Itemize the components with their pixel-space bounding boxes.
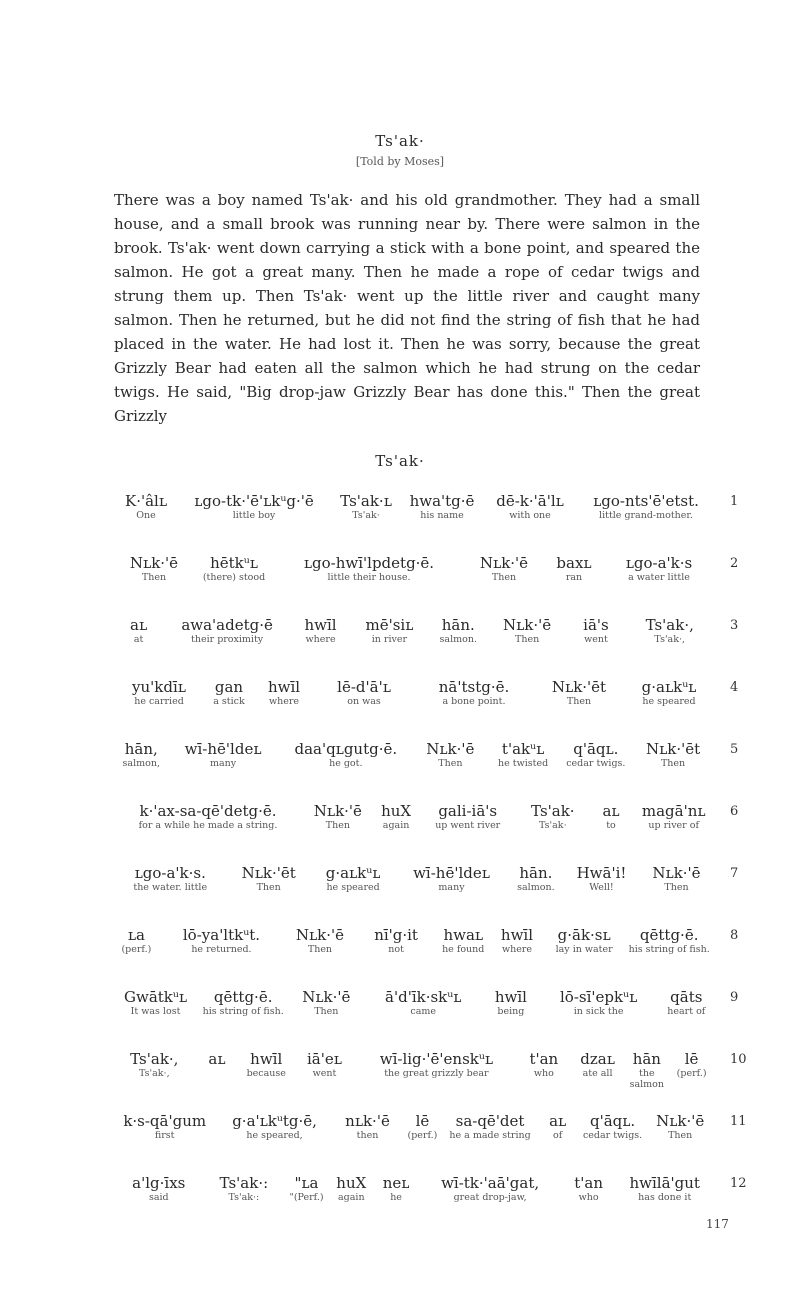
gloss-word: with one: [509, 510, 551, 521]
word-pair: [429, 616, 488, 645]
word-pair: [114, 1112, 215, 1141]
interlinear-line: [114, 1174, 714, 1230]
native-word: Nʟk·'ē: [295, 926, 345, 944]
gloss-word: (there) stood: [202, 572, 266, 583]
native-word: hwīlā'gut: [629, 1174, 700, 1192]
word-pair: [194, 554, 274, 583]
native-word: lē-d'ā'ʟ: [337, 678, 391, 696]
word-pair: [114, 1174, 204, 1203]
gloss-word: Then: [438, 758, 463, 769]
gloss-word: many: [438, 882, 465, 893]
gloss-word: said: [148, 1192, 169, 1203]
native-word: wī-tk·'aā'gat,: [441, 1174, 540, 1192]
word-pair: [564, 864, 639, 893]
native-word: qēttg·ē.: [213, 988, 273, 1006]
gloss-word: he a made string: [449, 1130, 531, 1141]
native-word: yu'kdīʟ: [132, 678, 186, 696]
gloss-word: he returned.: [191, 944, 252, 955]
native-word: Nʟk·'ēt: [646, 740, 701, 758]
interlinear-line: [114, 988, 714, 1044]
word-pair: [539, 988, 659, 1017]
native-word: g·āk·sʟ: [557, 926, 611, 944]
native-word: nʟk·'ē: [345, 1112, 390, 1130]
word-pair: [625, 616, 714, 645]
word-pair: [615, 1174, 714, 1203]
word-pair: [314, 678, 414, 707]
gloss-word: ate all: [582, 1068, 613, 1079]
word-pair: [402, 492, 482, 521]
gloss-word: his name: [420, 510, 464, 521]
word-pair: [254, 678, 314, 707]
gloss-word: salmon.: [517, 882, 555, 893]
gloss-word: for a while he made a string.: [138, 820, 278, 831]
word-pair: [633, 802, 714, 831]
gloss-word: he speared: [326, 882, 380, 893]
native-word: aʟ: [549, 1112, 567, 1130]
word-pair: [604, 554, 714, 583]
gloss-word: salmon,: [122, 758, 160, 769]
word-pair: [517, 1050, 571, 1079]
native-word: k·s-qā'gum: [123, 1112, 207, 1130]
native-word: hān.: [519, 864, 553, 882]
interlinear-line: [114, 740, 714, 796]
native-word: hān: [632, 1050, 661, 1068]
gloss-word: many: [209, 758, 237, 769]
line-number: 7: [730, 866, 739, 881]
gloss-word: cedar twigs.: [566, 758, 626, 769]
gloss-word: where: [501, 944, 532, 955]
word-pair: [330, 492, 402, 521]
gloss-word: he speared: [642, 696, 696, 707]
line-number: 2: [730, 556, 739, 571]
gloss-word: Then: [491, 572, 517, 583]
gloss-word: little boy: [232, 510, 276, 521]
native-word: ā'd'īk·skᵘʟ: [385, 988, 462, 1006]
word-pair: [571, 1050, 625, 1079]
word-pair: [414, 678, 534, 707]
gloss-word: he got.: [329, 758, 363, 769]
word-pair: [289, 988, 363, 1017]
word-pair: [291, 616, 350, 645]
native-word: t'an: [529, 1050, 559, 1068]
gloss-word: his string of fish.: [202, 1006, 284, 1017]
native-word: wī-lig·'ē'enskᵘʟ: [379, 1050, 493, 1068]
native-word: daa'qʟgutg·ē.: [294, 740, 398, 758]
word-pair: [178, 492, 330, 521]
word-pair: [374, 802, 419, 831]
translation-paragraph: There was a boy named Ts'ak· and his old grandmother. They had a small house, and a small brook was running near by. There were salmon in the brook. Ts'ak· went down carrying a stick with a bone point, and speared the salmon. He got a great many. Then he made a rope of cedar twigs and strung them up. Then Ts'ak· went up the little river and caught many salmon. Then he returned, but he did not find the string of fish that he had placed in the water. He had lost it. Then he was sorry, because the great Grizzly Bear had eaten all the salmon which he had strung on the cedar twigs. He said, "Big drop-jaw Grizzly Bear has done this." Then the great Grizzly: [114, 191, 700, 425]
word-pair: [559, 740, 632, 769]
word-pair: [356, 1050, 517, 1079]
native-word: Nʟk·'ēt: [551, 678, 607, 696]
native-word: huX: [336, 1174, 367, 1192]
word-pair: [414, 740, 487, 769]
gloss-word: up went river: [435, 820, 501, 831]
word-pair: [227, 864, 311, 893]
gloss-word: in sick the: [573, 1006, 624, 1017]
gloss-word: Ts'ak·,: [654, 634, 686, 645]
gloss-word: where: [305, 634, 336, 645]
line-number: 6: [730, 804, 739, 819]
native-word: awa'adetg·ē: [181, 616, 273, 634]
native-word: baxʟ: [556, 554, 592, 572]
word-pair: [544, 926, 625, 955]
interlinear-line: [114, 616, 714, 672]
gloss-word: who: [533, 1068, 554, 1079]
word-pair: [444, 1112, 537, 1141]
native-word: qāts: [670, 988, 703, 1006]
native-word: gali-iā's: [438, 802, 498, 820]
interlinear-line: [114, 678, 714, 734]
word-pair: [114, 678, 204, 707]
gloss-word: (perf.): [121, 944, 152, 955]
native-word: sa-qē'det: [455, 1112, 525, 1130]
interlinear-title: Ts'ak·: [375, 452, 425, 470]
word-pair: [278, 740, 414, 769]
gloss-word: Well!: [589, 882, 614, 893]
native-word: Ts'ak·ʟ: [340, 492, 392, 510]
gloss-word: on was: [347, 696, 381, 707]
word-pair: [350, 616, 429, 645]
native-word: q'āqʟ.: [589, 1112, 636, 1130]
word-pair: [589, 802, 634, 831]
narrator-note: [Told by Moses]: [355, 155, 445, 168]
gloss-word: their proximity: [191, 634, 264, 645]
line-number: 8: [730, 928, 739, 943]
word-pair: [195, 1050, 240, 1068]
word-pair: [159, 926, 284, 955]
native-word: Nʟk·'ē: [313, 802, 362, 820]
native-word: nā'tstg·ē.: [438, 678, 510, 696]
interlinear-line: [114, 492, 714, 548]
native-word: wī-hē'ldeʟ: [413, 864, 490, 882]
gloss-word: heart of: [667, 1006, 706, 1017]
native-word: lē: [684, 1050, 699, 1068]
gloss-word: his string of fish.: [628, 944, 710, 955]
native-word: Ts'ak·,: [130, 1050, 179, 1068]
gloss-word: went: [312, 1068, 337, 1079]
word-pair: [274, 554, 464, 583]
word-pair: [114, 492, 178, 521]
native-word: aʟ: [602, 802, 620, 820]
gloss-word: a bone point.: [442, 696, 506, 707]
word-pair: [302, 802, 374, 831]
word-pair: [487, 740, 560, 769]
interlinear-line: [114, 864, 714, 920]
native-word: aʟ: [208, 1050, 226, 1068]
line-number: 5: [730, 742, 739, 757]
word-pair: [646, 1112, 714, 1141]
native-word: Nʟk·'ē: [129, 554, 179, 572]
native-word: hwīl: [500, 926, 534, 944]
native-word: Ts'ak·: [531, 802, 575, 820]
word-pair: [483, 988, 538, 1017]
native-word: ʟgo-a'k·s.: [134, 864, 206, 882]
line-number: 1: [730, 494, 739, 509]
gloss-word: little their house.: [327, 572, 411, 583]
native-word: iā's: [583, 616, 609, 634]
word-pair: [215, 1112, 333, 1141]
word-pair: [334, 1112, 402, 1141]
gloss-word: the water. little: [133, 882, 208, 893]
line-number: 11: [730, 1114, 747, 1129]
native-word: magā'nʟ: [641, 802, 706, 820]
word-pair: [464, 554, 544, 583]
word-pair: [517, 802, 589, 831]
native-word: ʟgo-tk·'ē'ʟkᵘg·'ē: [194, 492, 314, 510]
word-pair: [284, 1174, 329, 1203]
native-word: g·aʟkᵘʟ: [325, 864, 381, 882]
gloss-word: (perf.): [676, 1068, 707, 1079]
word-pair: [114, 864, 227, 893]
word-pair: [639, 864, 714, 893]
native-word: Gwātkᵘʟ: [124, 988, 188, 1006]
word-pair: [632, 740, 714, 769]
native-word: Ts'ak·,: [645, 616, 694, 634]
gloss-word: Then: [314, 1006, 339, 1017]
word-pair: [659, 988, 714, 1017]
word-pair: [239, 1050, 293, 1079]
gloss-word: ran: [565, 572, 583, 583]
gloss-word: has done it: [638, 1192, 692, 1203]
word-pair: [579, 1112, 647, 1141]
interlinear-line: [114, 802, 714, 858]
gloss-word: where: [268, 696, 300, 707]
native-word: t'an: [574, 1174, 603, 1192]
gloss-word: Then: [566, 696, 592, 707]
native-word: Ts'ak·:: [219, 1174, 269, 1192]
gloss-word: then: [356, 1130, 379, 1141]
word-pair: [488, 616, 567, 645]
native-word: hētkᵘʟ: [210, 554, 258, 572]
gloss-word: cedar twigs.: [582, 1130, 643, 1141]
word-pair: [508, 864, 564, 893]
interlinear-line: [114, 926, 714, 982]
gloss-word: "(Perf.): [289, 1192, 324, 1203]
native-word: ʟa: [127, 926, 145, 944]
word-pair: [114, 740, 169, 769]
native-word: hān.: [441, 616, 475, 634]
gloss-word: lay in water: [555, 944, 613, 955]
gloss-word: Then: [141, 572, 167, 583]
gloss-word: he: [390, 1192, 402, 1203]
word-pair: [204, 1174, 285, 1203]
gloss-word: who: [578, 1192, 599, 1203]
word-pair: [204, 678, 254, 707]
gloss-word: a stick: [213, 696, 245, 707]
native-word: Nʟk·'ē: [652, 864, 701, 882]
native-word: aʟ: [130, 616, 148, 634]
gloss-word: salmon.: [439, 634, 477, 645]
word-pair: [624, 1050, 669, 1090]
native-word: g·a'ʟkᵘtg·ē,: [232, 1112, 317, 1130]
word-pair: [114, 926, 159, 955]
native-word: Nʟk·'ē: [426, 740, 475, 758]
native-word: neʟ: [382, 1174, 410, 1192]
word-pair: [293, 1050, 356, 1079]
gloss-word: first: [154, 1130, 175, 1141]
native-word: qēttg·ē.: [639, 926, 699, 944]
word-pair: [197, 988, 289, 1017]
gloss-word: a water little: [628, 572, 690, 583]
native-word: hwīl: [304, 616, 337, 634]
gloss-word: at: [133, 634, 144, 645]
native-word: dzaʟ: [580, 1050, 615, 1068]
native-word: wī-hē'ldeʟ: [184, 740, 262, 758]
native-word: Nʟk·'ē: [479, 554, 529, 572]
native-word: hān,: [124, 740, 158, 758]
native-word: mē'siʟ: [365, 616, 414, 634]
native-word: g·aʟkᵘʟ: [641, 678, 697, 696]
page-number: 117: [706, 1217, 729, 1231]
line-number: 10: [730, 1052, 747, 1067]
native-word: hwīl: [250, 1050, 283, 1068]
line-number: 4: [730, 680, 739, 695]
story-title: Ts'ak·: [375, 132, 425, 150]
word-pair: [395, 864, 508, 893]
gloss-word: he speared,: [246, 1130, 303, 1141]
native-word: hwīl: [267, 678, 301, 696]
native-word: iā'eʟ: [306, 1050, 342, 1068]
gloss-word: he found: [442, 944, 485, 955]
native-word: huX: [381, 802, 412, 820]
word-pair: [537, 1112, 579, 1141]
interlinear-line: [114, 554, 714, 610]
word-pair: [311, 864, 395, 893]
native-word: k·'ax-sa-qē'detg·ē.: [139, 802, 277, 820]
gloss-word: little grand-mother.: [599, 510, 693, 521]
native-word: Nʟk·'ē: [503, 616, 552, 634]
native-word: dē-k·'ā'lʟ: [496, 492, 564, 510]
word-pair: [562, 1174, 616, 1203]
gloss-word: went: [584, 634, 608, 645]
interlinear-line: [114, 1050, 714, 1106]
line-number: 3: [730, 618, 739, 633]
native-word: ʟgo-hwī'lpdetg·ē.: [303, 554, 435, 572]
word-pair: [169, 740, 278, 769]
gloss-word: he twisted: [498, 758, 549, 769]
gloss-word: the great grizzly bear: [384, 1068, 489, 1079]
native-word: "ʟa: [294, 1174, 319, 1192]
gloss-word: Then: [668, 1130, 693, 1141]
gloss-word: Ts'ak·: [539, 820, 567, 831]
gloss-word: because: [246, 1068, 286, 1079]
gloss-word: (perf.): [407, 1130, 438, 1141]
word-pair: [578, 492, 714, 521]
word-pair: [356, 926, 437, 955]
native-word: t'akᵘʟ: [501, 740, 545, 758]
word-pair: [624, 926, 714, 955]
gloss-word: again: [382, 820, 410, 831]
gloss-word: Then: [664, 882, 689, 893]
native-word: hwaʟ: [443, 926, 484, 944]
gloss-word: again: [338, 1192, 365, 1203]
word-pair: [374, 1174, 419, 1203]
word-pair: [163, 616, 291, 645]
word-pair: [284, 926, 356, 955]
gloss-word: not: [388, 944, 404, 955]
gloss-word: One: [136, 510, 156, 521]
gloss-word: to: [606, 820, 616, 831]
native-word: lē: [415, 1112, 430, 1130]
native-word: q'āqʟ.: [573, 740, 619, 758]
native-word: Nʟk·'ēt: [241, 864, 296, 882]
native-word: nī'g·it: [374, 926, 418, 944]
native-word: K·'âlʟ: [125, 492, 167, 510]
gloss-word: Then: [515, 634, 540, 645]
gloss-word: Ts'ak·,: [139, 1068, 170, 1079]
gloss-word: Ts'ak·:: [228, 1192, 260, 1203]
gloss-word: Then: [660, 758, 686, 769]
gloss-word: Ts'ak·: [352, 510, 380, 521]
word-pair: [418, 1174, 561, 1203]
native-word: Hwā'i!: [576, 864, 627, 882]
native-word: hwīl: [494, 988, 527, 1006]
word-pair: [624, 678, 714, 707]
word-pair: [534, 678, 624, 707]
word-pair: [363, 988, 483, 1017]
word-pair: [114, 802, 302, 831]
word-pair: [669, 1050, 714, 1079]
native-word: gan: [214, 678, 244, 696]
native-word: hwa'tg·ē: [409, 492, 475, 510]
native-word: Nʟk·'ē: [302, 988, 351, 1006]
word-pair: [114, 554, 194, 583]
native-word: a'lg·īxs: [132, 1174, 186, 1192]
gloss-word: of: [553, 1130, 563, 1141]
word-pair: [482, 492, 578, 521]
gloss-word: Then: [307, 944, 333, 955]
line-number: 9: [730, 990, 739, 1005]
gloss-word: great drop-jaw,: [453, 1192, 527, 1203]
word-pair: [114, 988, 197, 1017]
word-pair: [114, 616, 163, 645]
gloss-word: he carried: [134, 696, 184, 707]
native-word: lō-sī'epkᵘʟ: [560, 988, 638, 1006]
native-word: Nʟk·'ē: [656, 1112, 705, 1130]
word-pair: [114, 1050, 195, 1079]
word-pair: [566, 616, 625, 645]
word-pair: [401, 1112, 443, 1141]
word-pair: [329, 1174, 374, 1203]
gloss-word: Then: [256, 882, 281, 893]
gloss-word: in river: [371, 634, 408, 645]
word-pair: [418, 802, 517, 831]
native-word: ʟgo-a'k·s: [625, 554, 693, 572]
gloss-word: Then: [325, 820, 350, 831]
gloss-word: the salmon: [629, 1068, 665, 1090]
gloss-word: It was lost: [130, 1006, 181, 1017]
word-pair: [544, 554, 604, 583]
interlinear-line: [114, 1112, 714, 1168]
native-word: ʟgo-nts'ē'etst.: [593, 492, 699, 510]
line-number: 12: [730, 1176, 747, 1191]
gloss-word: up river of: [648, 820, 699, 831]
word-pair: [490, 926, 544, 955]
native-word: lō-ya'ltkᵘt.: [182, 926, 261, 944]
word-pair: [436, 926, 490, 955]
gloss-word: came: [410, 1006, 437, 1017]
gloss-word: being: [497, 1006, 525, 1017]
